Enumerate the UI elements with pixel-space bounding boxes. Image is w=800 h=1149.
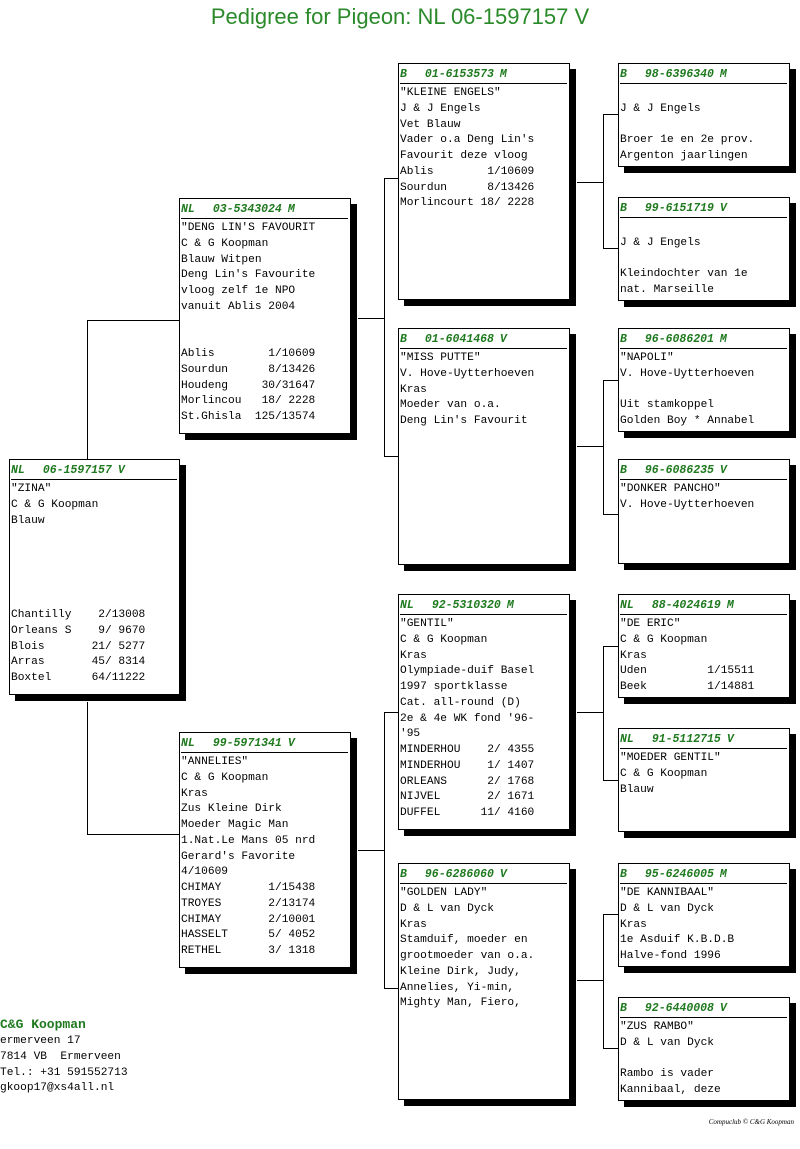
card-line: Blauw Witpen: [181, 253, 262, 266]
connector: [87, 320, 180, 321]
card-line: "ZINA": [11, 483, 52, 495]
country-code: NL: [181, 203, 195, 216]
card-line: J & J Engels: [620, 102, 701, 115]
connector: [87, 320, 88, 460]
sex-code: V: [287, 737, 295, 750]
connector: [603, 914, 604, 1048]
card-line: vloog zelf 1e NPO: [181, 285, 296, 297]
card-line: Kannibaal, deze: [620, 1084, 721, 1096]
card-line: Uit stamkoppel: [620, 399, 714, 412]
card-line: 2e & 4e WK fond '96-: [400, 712, 535, 725]
card-line: Arras 45/ 8314: [11, 656, 146, 669]
breeder-phone: Tel.: +31 591552713: [0, 1066, 128, 1079]
card-line: Vader o.a Deng Lin's: [400, 134, 535, 147]
card-header: [620, 867, 787, 884]
card-line: [620, 220, 787, 236]
ring-number: 98-6396340: [644, 68, 714, 81]
card-header: [400, 332, 567, 349]
card-line: Blauw: [11, 514, 45, 527]
connector: [603, 380, 604, 514]
card-line: Ablis 1/10609: [181, 348, 316, 360]
ring-number: 91-5112715: [651, 733, 721, 746]
card-line: Kras: [400, 918, 427, 931]
card-header: [181, 736, 348, 753]
card-line: [11, 577, 177, 593]
pigeon-card-mmf: [618, 863, 790, 967]
card-line: [181, 331, 348, 347]
card-header: [400, 598, 567, 615]
card-line: Orleans S 9/ 9670: [11, 624, 146, 637]
sex-code: V: [499, 868, 507, 881]
country-code: B: [400, 68, 407, 81]
card-line: "DE ERIC": [620, 618, 681, 630]
connector: [87, 702, 88, 834]
connector: [87, 834, 180, 835]
breeder-address-city: 7814 VB Ermerveen: [0, 1050, 121, 1063]
sex-code: V: [117, 464, 125, 477]
card-line: 1.Nat.Le Mans 05 nrd: [181, 834, 316, 847]
card-line: D & L van Dyck: [620, 1036, 714, 1049]
card-line: Annelies, Yi-min,: [400, 981, 515, 994]
card-line: C & G Koopman: [620, 633, 708, 646]
card-line: Rambo is vader: [620, 1068, 714, 1081]
card-line: 1e Asduif K.B.D.B: [620, 934, 735, 947]
card-line: Broer 1e en 2e prov.: [620, 134, 755, 147]
ring-number: 01-6153573: [424, 68, 494, 81]
ring-number: 92-6440008: [644, 1002, 714, 1015]
pigeon-card-ff: [398, 63, 570, 300]
card-line: TROYES 2/13174: [181, 897, 316, 910]
card-line: Cat. all-round (D): [400, 696, 521, 709]
ring-number: 96-6286060: [424, 868, 494, 881]
card-line: Favourit deze vloog: [400, 150, 528, 162]
card-line: Kras: [181, 787, 208, 800]
country-code: B: [620, 1002, 627, 1015]
card-line: "GENTIL": [400, 618, 454, 630]
breeder-name: C&G Koopman: [0, 1017, 86, 1032]
pigeon-card-ffm: [618, 197, 790, 301]
card-line: J & J Engels: [400, 102, 481, 115]
card-line: Boxtel 64/11222: [11, 672, 146, 684]
card-line: "MOEDER GENTIL": [620, 752, 721, 764]
card-line: "ANNELIES": [181, 756, 249, 768]
card-line: nat. Marseille: [620, 284, 714, 296]
connector: [577, 446, 603, 447]
card-line: C & G Koopman: [620, 767, 708, 780]
card-line: C & G Koopman: [181, 771, 269, 784]
card-header: [620, 463, 787, 480]
ring-number: 99-5971341: [212, 737, 282, 750]
card-line: V. Hove-Uytterhoeven: [620, 498, 755, 511]
country-code: B: [620, 464, 627, 477]
pigeon-card-mfm: [618, 728, 790, 832]
country-code: NL: [181, 737, 195, 750]
pigeon-card-mmm: [618, 997, 790, 1101]
country-code: NL: [400, 599, 414, 612]
card-line: Sourdun 8/13426: [400, 181, 535, 194]
pigeon-card-fff: [618, 63, 790, 167]
card-line: "MISS PUTTE": [400, 352, 481, 364]
card-line: J & J Engels: [620, 236, 701, 249]
card-line: C & G Koopman: [11, 498, 99, 511]
connector: [384, 712, 385, 988]
connector: [358, 850, 384, 851]
card-line: C & G Koopman: [181, 237, 269, 250]
card-line: St.Ghisla 125/13574: [181, 411, 316, 423]
country-code: B: [620, 333, 627, 346]
card-line: "ZUS RAMBO": [620, 1021, 694, 1033]
card-line: Deng Lin's Favourite: [181, 269, 316, 282]
footer-credit: Compuclub © C&G Koopman: [708, 1118, 794, 1126]
country-code: B: [400, 333, 407, 346]
card-header: [620, 598, 787, 615]
card-line: "DE KANNIBAAL": [620, 887, 714, 899]
card-line: ORLEANS 2/ 1768: [400, 775, 535, 788]
connector: [577, 712, 603, 713]
country-code: NL: [620, 733, 634, 746]
card-line: Moeder Magic Man: [181, 819, 289, 831]
card-line: [620, 1052, 787, 1068]
card-line: '95: [400, 728, 421, 741]
card-line: Ablis 1/10609: [400, 165, 535, 178]
connector: [577, 182, 603, 183]
sex-code: V: [726, 733, 734, 746]
sex-code: M: [726, 599, 734, 612]
pigeon-card-fmf: [618, 328, 790, 432]
card-line: "DONKER PANCHO": [620, 483, 721, 495]
card-line: Morlincou 18/ 2228: [181, 395, 316, 408]
ring-number: 88-4024619: [651, 599, 721, 612]
sex-code: M: [506, 599, 514, 612]
card-line: Golden Boy * Annabel: [620, 415, 755, 427]
card-line: Uden 1/15511: [620, 665, 755, 678]
sex-code: V: [719, 464, 727, 477]
pigeon-card-fmm: [618, 459, 790, 564]
card-header: [620, 332, 787, 349]
country-code: B: [620, 68, 627, 81]
card-line: [11, 561, 177, 577]
page-title: Pedigree for Pigeon: NL 06-1597157 V: [210, 4, 590, 29]
card-line: Gerard's Favorite: [181, 850, 296, 863]
card-line: Sourdun 8/13426: [181, 363, 316, 376]
pigeon-card-subject: [9, 459, 180, 695]
card-line: "NAPOLI": [620, 352, 674, 364]
sex-code: M: [499, 68, 507, 81]
card-line: Mighty Man, Fiero,: [400, 997, 521, 1010]
card-line: V. Hove-Uytterhoeven: [620, 367, 755, 380]
connector: [358, 318, 384, 319]
pigeon-card-mff: [618, 594, 790, 698]
card-line: 4/10609: [181, 866, 228, 879]
card-line: [11, 545, 177, 561]
ring-number: 06-1597157: [42, 464, 112, 477]
card-line: [620, 118, 787, 134]
card-line: Blois 21/ 5277: [11, 640, 146, 653]
pigeon-card-father: [179, 198, 351, 434]
sex-code: V: [719, 1002, 727, 1015]
card-line: RETHEL 3/ 1318: [181, 945, 316, 957]
card-line: Kras: [620, 918, 647, 931]
card-line: D & L van Dyck: [620, 902, 714, 915]
sex-code: V: [499, 333, 507, 346]
sex-code: V: [719, 202, 727, 215]
card-header: [400, 867, 567, 884]
card-header: [620, 201, 787, 218]
card-line: Kras: [620, 649, 647, 662]
card-line: vanuit Ablis 2004: [181, 300, 296, 313]
card-header: [620, 1001, 787, 1018]
pigeon-card-mother: [179, 732, 351, 968]
card-line: [181, 316, 348, 332]
breeder-email: gkoop17@xs4all.nl: [0, 1082, 115, 1095]
card-line: CHIMAY 2/10001: [181, 913, 316, 926]
ring-number: 03-5343024: [212, 203, 282, 216]
card-line: 1997 sportklasse: [400, 681, 508, 693]
card-line: V. Hove-Uytterhoeven: [400, 367, 535, 380]
connector: [603, 114, 604, 248]
country-code: B: [620, 868, 627, 881]
card-header: [11, 463, 177, 480]
connector: [577, 980, 603, 981]
country-code: NL: [11, 464, 25, 477]
connector: [384, 178, 385, 456]
card-line: DUFFEL 11/ 4160: [400, 807, 535, 819]
breeder-info: [0, 1016, 128, 1097]
card-line: D & L van Dyck: [400, 902, 494, 915]
card-line: Kras: [400, 649, 427, 662]
sex-code: M: [719, 333, 727, 346]
card-line: Moeder van o.a.: [400, 399, 501, 412]
card-line: NIJVEL 2/ 1671: [400, 791, 535, 804]
card-line: Kleine Dirk, Judy,: [400, 965, 521, 978]
card-line: CHIMAY 1/15438: [181, 882, 316, 894]
ring-number: 92-5310320: [431, 599, 501, 612]
ring-number: 95-6246005: [644, 868, 714, 881]
pigeon-card-fm: [398, 328, 570, 565]
pigeon-card-mm: [398, 863, 570, 1100]
card-line: [620, 383, 787, 399]
card-header: [181, 202, 348, 219]
card-line: "KLEINE ENGELS": [400, 87, 501, 99]
card-line: [620, 86, 787, 102]
country-code: B: [400, 868, 407, 881]
card-line: [620, 252, 787, 268]
card-line: Stamduif, moeder en: [400, 934, 528, 947]
card-header: [620, 732, 787, 749]
card-line: Deng Lin's Favourit: [400, 415, 528, 427]
card-header: [620, 67, 787, 84]
sex-code: M: [287, 203, 295, 216]
card-line: Halve-fond 1996: [620, 950, 721, 962]
ring-number: 99-6151719: [644, 202, 714, 215]
card-line: C & G Koopman: [400, 633, 488, 646]
card-line: "DENG LIN'S FAVOURIT: [181, 222, 316, 234]
card-line: [11, 592, 177, 608]
card-line: Zus Kleine Dirk: [181, 803, 282, 816]
card-line: Vet Blauw: [400, 118, 461, 131]
card-line: Argenton jaarlingen: [620, 150, 748, 162]
card-header: [400, 67, 567, 84]
connector: [603, 646, 604, 780]
card-line: Morlincourt 18/ 2228: [400, 197, 535, 210]
ring-number: 96-6086201: [644, 333, 714, 346]
card-line: Kleindochter van 1e: [620, 268, 748, 281]
pigeon-card-mf: [398, 594, 570, 830]
country-code: B: [620, 202, 627, 215]
ring-number: 96-6086235: [644, 464, 714, 477]
card-line: HASSELT 5/ 4052: [181, 929, 316, 942]
card-line: "GOLDEN LADY": [400, 887, 488, 899]
card-line: Kras: [400, 383, 427, 396]
card-line: Olympiade-duif Basel: [400, 665, 535, 678]
sex-code: M: [719, 68, 727, 81]
card-line: [11, 529, 177, 545]
card-line: Houdeng 30/31647: [181, 379, 316, 392]
card-line: Beek 1/14881: [620, 681, 755, 693]
card-line: MINDERHOU 1/ 1407: [400, 759, 535, 772]
card-line: MINDERHOU 2/ 4355: [400, 744, 535, 756]
country-code: NL: [620, 599, 634, 612]
sex-code: M: [719, 868, 727, 881]
card-line: Chantilly 2/13008: [11, 609, 146, 621]
breeder-address-street: ermerveen 17: [0, 1035, 81, 1047]
card-line: grootmoeder van o.a.: [400, 950, 535, 962]
card-line: Blauw: [620, 783, 654, 796]
ring-number: 01-6041468: [424, 333, 494, 346]
